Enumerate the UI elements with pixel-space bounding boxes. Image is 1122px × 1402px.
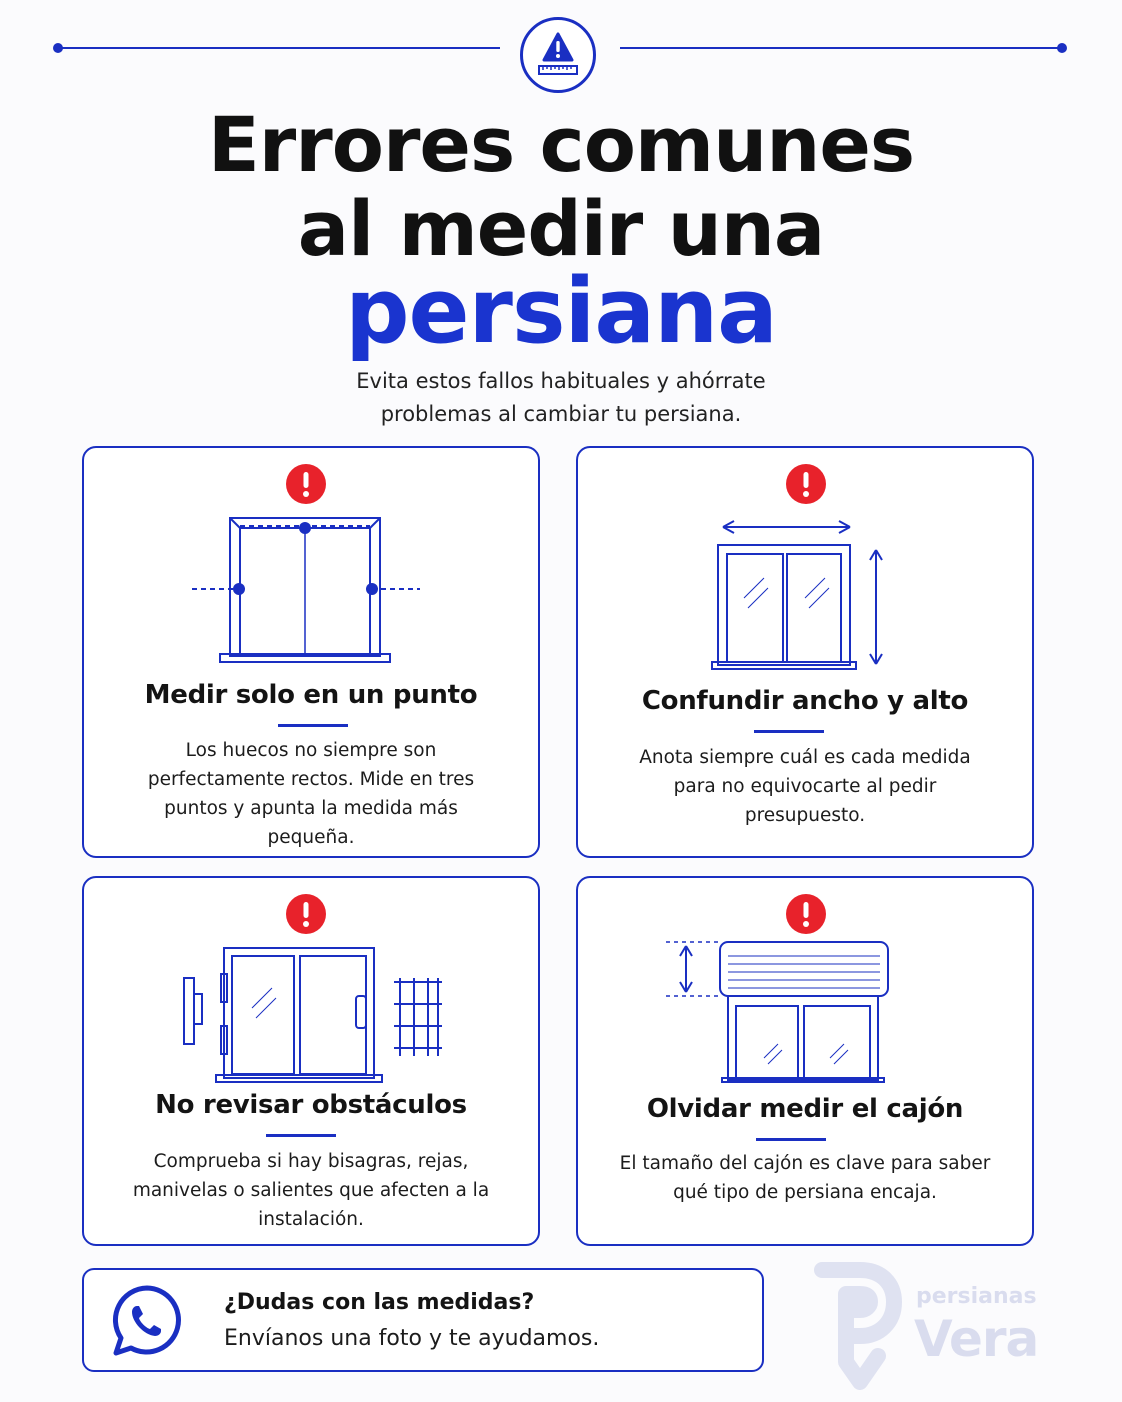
window-obstacles-icon (84, 878, 542, 1108)
error-card-one-point (82, 446, 540, 858)
whatsapp-icon (108, 1282, 186, 1360)
card-text: Anota siempre cuál es cada medida para no equivocarte al pedir presupuesto. (639, 747, 971, 826)
page-subtitle (0, 365, 1122, 431)
card-underline (756, 1138, 826, 1141)
card-text: Los huecos no siempre son perfectamente rectos. Mide en tres puntos y apunta la medida más pequeña. (147, 740, 475, 848)
error-card-width-height (576, 446, 1034, 858)
error-card-roller-box (576, 876, 1034, 1246)
brand-logo (808, 1250, 1058, 1390)
header-dot-left (53, 43, 63, 53)
card-title: Confundir ancho y alto (641, 686, 969, 716)
subtitle-line-2: problemas al cambiar tu persiana. (380, 402, 742, 426)
card-title: Olvidar medir el cajón (646, 1094, 964, 1124)
page-title-line-2: al medir una (297, 184, 825, 273)
cta-answer: Envíanos una foto y te ayudamos. (224, 1326, 600, 1351)
card-text: El tamaño del cajón es clave para saber qué tipo de persiana encaja. (619, 1153, 991, 1203)
page-title-highlight: persiana (345, 259, 777, 364)
warning-ruler-icon (520, 17, 596, 93)
cta-question: ¿Dudas con las medidas? (224, 1290, 535, 1315)
roller-box-icon (578, 878, 1036, 1108)
error-card-obstacles (82, 876, 540, 1246)
card-text: Comprueba si hay bisagras, rejas, manivelas o salientes que afecten a la instalación. (132, 1151, 490, 1230)
header-dot-right (1057, 43, 1067, 53)
brand-mark-icon (808, 1250, 908, 1390)
brand-name-small: persianas (916, 1284, 1037, 1309)
window-width-height-icon (578, 448, 1036, 678)
card-title: Medir solo en un punto (144, 680, 478, 710)
page-title-line-1: Errores comunes (207, 100, 915, 189)
card-underline (278, 724, 348, 727)
whatsapp-cta[interactable] (82, 1268, 764, 1372)
window-three-points-icon (84, 448, 542, 678)
header-line-right (620, 47, 1062, 49)
card-underline (754, 730, 824, 733)
brand-name-big: Vera (914, 1310, 1039, 1368)
card-underline (266, 1134, 336, 1137)
subtitle-line-1: Evita estos fallos habituales y ahórrate (356, 369, 766, 393)
header-line-left (58, 47, 500, 49)
card-title: No revisar obstáculos (155, 1090, 467, 1120)
